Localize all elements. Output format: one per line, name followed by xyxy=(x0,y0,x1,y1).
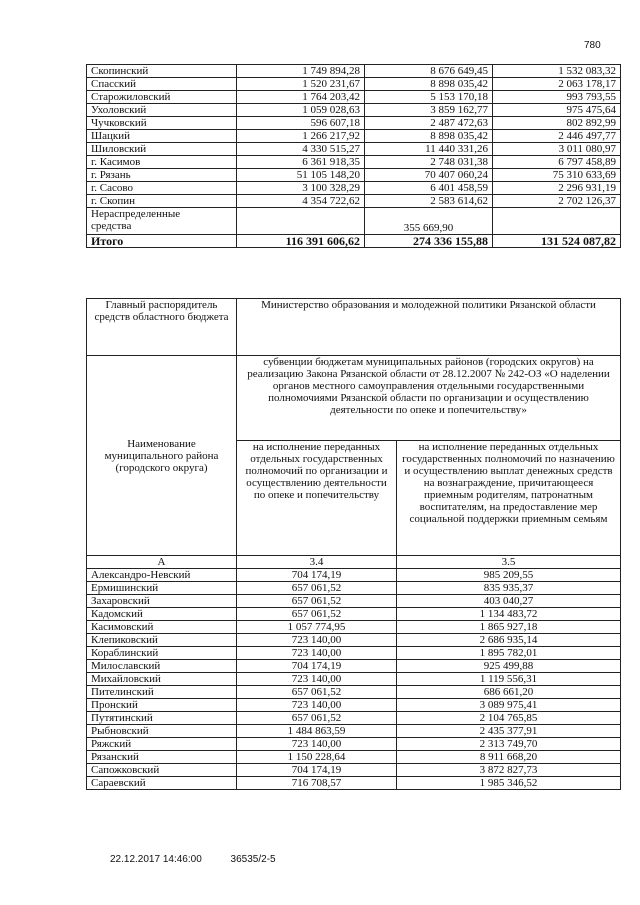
amount-cell: 1 865 927,18 xyxy=(397,621,621,634)
amount-cell: 1 764 203,42 xyxy=(237,91,365,104)
amount-cell: 2 446 497,77 xyxy=(493,130,621,143)
table-row xyxy=(87,660,621,673)
amount-cell: 704 174,19 xyxy=(237,764,397,777)
table-row xyxy=(87,182,621,195)
amount-cell: 2 702 126,37 xyxy=(493,195,621,208)
table-row xyxy=(87,582,621,595)
table-row xyxy=(87,195,621,208)
total-col3: 131 524 087,82 xyxy=(493,235,621,248)
district-name: Михайловский xyxy=(87,673,237,686)
district-name: Путятинский xyxy=(87,712,237,725)
district-name: Пронский xyxy=(87,699,237,712)
amount-cell: 75 310 633,69 xyxy=(493,169,621,182)
unallocated-col3 xyxy=(493,208,621,235)
amount-cell: 2 296 931,19 xyxy=(493,182,621,195)
table-row xyxy=(87,712,621,725)
table-row xyxy=(87,78,621,91)
amount-cell: 4 330 515,27 xyxy=(237,143,365,156)
amount-cell: 2 583 614,62 xyxy=(365,195,493,208)
amount-cell: 2 104 765,85 xyxy=(397,712,621,725)
table-row xyxy=(87,621,621,634)
table-row xyxy=(87,673,621,686)
amount-cell: 3 100 328,29 xyxy=(237,182,365,195)
footer-timestamp: 22.12.2017 14:46:00 xyxy=(110,854,202,865)
table-row xyxy=(87,143,621,156)
amount-cell: 6 797 458,89 xyxy=(493,156,621,169)
total-col2: 274 336 155,88 xyxy=(365,235,493,248)
district-name: Сапожковский xyxy=(87,764,237,777)
amount-cell: 723 140,00 xyxy=(237,738,397,751)
amount-cell: 4 354 722,62 xyxy=(237,195,365,208)
amount-cell: 723 140,00 xyxy=(237,673,397,686)
amount-cell: 3 011 080,97 xyxy=(493,143,621,156)
district-name: Старожиловский xyxy=(87,91,237,104)
amount-cell: 596 607,18 xyxy=(237,117,365,130)
table-row-codes xyxy=(87,556,621,569)
amount-cell: 1 134 483,72 xyxy=(397,608,621,621)
amount-cell: 723 140,00 xyxy=(237,699,397,712)
amount-cell: 657 061,52 xyxy=(237,686,397,699)
footer xyxy=(110,854,302,865)
district-name: Ухоловский xyxy=(87,104,237,117)
amount-cell: 3 859 162,77 xyxy=(365,104,493,117)
district-name: г. Сасово xyxy=(87,182,237,195)
amount-cell: 802 892,99 xyxy=(493,117,621,130)
amount-cell: 51 105 148,20 xyxy=(237,169,365,182)
amount-cell: 1 985 346,52 xyxy=(397,777,621,790)
table-row xyxy=(87,156,621,169)
table-row xyxy=(87,738,621,751)
header-chief-administrator: Главный распорядитель средств областного бюджета xyxy=(87,299,237,356)
amount-cell: 657 061,52 xyxy=(237,582,397,595)
page-number: 780 xyxy=(584,40,601,51)
amount-cell: 716 708,57 xyxy=(237,777,397,790)
district-name: г. Касимов xyxy=(87,156,237,169)
district-name: Захаровский xyxy=(87,595,237,608)
amount-cell: 8 898 035,42 xyxy=(365,78,493,91)
amount-cell: 6 401 458,59 xyxy=(365,182,493,195)
header-ministry: Министерство образования и молодежной политики Рязанской области xyxy=(237,299,621,356)
district-name: Шацкий xyxy=(87,130,237,143)
header-col-3-5: на исполнение переданных отдельных государственных полномочий по назначению и осуществлению выплат денежных средств на вознаграждение, причитающееся приемным родителям, патронатным воспитателям, на предоставление мер социальной поддержки приемным семьям xyxy=(397,441,621,556)
district-name: г. Рязань xyxy=(87,169,237,182)
amount-cell: 1 532 083,32 xyxy=(493,65,621,78)
total-label: Итого xyxy=(87,235,237,248)
code-3-4: 3.4 xyxy=(237,556,397,569)
district-name: Кораблинский xyxy=(87,647,237,660)
bottom-table xyxy=(86,298,621,790)
amount-cell: 723 140,00 xyxy=(237,634,397,647)
table-row xyxy=(87,595,621,608)
district-name: Скопинский xyxy=(87,65,237,78)
district-name: Милославский xyxy=(87,660,237,673)
top-table xyxy=(86,64,621,248)
amount-cell: 6 361 918,35 xyxy=(237,156,365,169)
amount-cell: 8 898 035,42 xyxy=(365,130,493,143)
amount-cell: 993 793,55 xyxy=(493,91,621,104)
amount-cell: 2 313 749,70 xyxy=(397,738,621,751)
total-col1: 116 391 606,62 xyxy=(237,235,365,248)
amount-cell: 1 520 231,67 xyxy=(237,78,365,91)
table-row xyxy=(87,634,621,647)
district-name: Чучковский xyxy=(87,117,237,130)
amount-cell: 657 061,52 xyxy=(237,595,397,608)
code-a: А xyxy=(87,556,237,569)
amount-cell: 8 911 668,20 xyxy=(397,751,621,764)
district-name: Шиловский xyxy=(87,143,237,156)
amount-cell: 1 749 894,28 xyxy=(237,65,365,78)
table-row xyxy=(87,686,621,699)
amount-cell: 2 686 935,14 xyxy=(397,634,621,647)
amount-cell: 723 140,00 xyxy=(237,647,397,660)
amount-cell: 70 407 060,24 xyxy=(365,169,493,182)
amount-cell: 3 089 975,41 xyxy=(397,699,621,712)
district-name: Касимовский xyxy=(87,621,237,634)
amount-cell: 1 059 028,63 xyxy=(237,104,365,117)
amount-cell: 704 174,19 xyxy=(237,569,397,582)
district-name: Сараевский xyxy=(87,777,237,790)
amount-cell: 2 435 377,91 xyxy=(397,725,621,738)
amount-cell: 403 040,27 xyxy=(397,595,621,608)
district-name: Рязанский xyxy=(87,751,237,764)
table-row xyxy=(87,569,621,582)
footer-doc-id: 36535/2-5 xyxy=(230,854,276,865)
district-name: Кадомский xyxy=(87,608,237,621)
amount-cell: 2 487 472,63 xyxy=(365,117,493,130)
header-subvention-title: субвенции бюджетам муниципальных районов (городских округов) на реализацию Закона Рязанской области от 28.12.2007 № 242-ОЗ «О наделении органов местного самоуправления отдельными государственными полномочиями Рязанской области по организации и осуществлению деятельности по опеке и попечительству» xyxy=(237,356,621,441)
table-row xyxy=(87,130,621,143)
table-row xyxy=(87,777,621,790)
amount-cell: 8 676 649,45 xyxy=(365,65,493,78)
table-row xyxy=(87,91,621,104)
table-row-total xyxy=(87,235,621,248)
unallocated-col2: 355 669,90 xyxy=(365,208,493,235)
table-row xyxy=(87,169,621,182)
table-row-header-subvention xyxy=(87,356,621,441)
amount-cell: 925 499,88 xyxy=(397,660,621,673)
amount-cell: 5 153 170,18 xyxy=(365,91,493,104)
amount-cell: 657 061,52 xyxy=(237,712,397,725)
table-row xyxy=(87,764,621,777)
amount-cell: 1 119 556,31 xyxy=(397,673,621,686)
district-name: Пителинский xyxy=(87,686,237,699)
amount-cell: 1 484 863,59 xyxy=(237,725,397,738)
table-row xyxy=(87,117,621,130)
amount-cell: 1 895 782,01 xyxy=(397,647,621,660)
amount-cell: 975 475,64 xyxy=(493,104,621,117)
amount-cell: 835 935,37 xyxy=(397,582,621,595)
code-3-5: 3.5 xyxy=(397,556,621,569)
district-name: Клепиковский xyxy=(87,634,237,647)
amount-cell: 2 063 178,17 xyxy=(493,78,621,91)
unallocated-col1 xyxy=(237,208,365,235)
table-row xyxy=(87,647,621,660)
table-row xyxy=(87,104,621,117)
table-row xyxy=(87,751,621,764)
amount-cell: 1 150 228,64 xyxy=(237,751,397,764)
amount-cell: 1 057 774,95 xyxy=(237,621,397,634)
header-col-3-4: на исполнение переданных отдельных государственных полномочий по организации и осуществлению деятельности по опеке и попечительству xyxy=(237,441,397,556)
amount-cell: 3 872 827,73 xyxy=(397,764,621,777)
district-name: Ряжский xyxy=(87,738,237,751)
amount-cell: 1 266 217,92 xyxy=(237,130,365,143)
amount-cell: 686 661,20 xyxy=(397,686,621,699)
district-name: Александро-Невский xyxy=(87,569,237,582)
amount-cell: 2 748 031,38 xyxy=(365,156,493,169)
table-row xyxy=(87,65,621,78)
table-row-unallocated xyxy=(87,208,621,235)
amount-cell: 657 061,52 xyxy=(237,608,397,621)
district-name: Спасский xyxy=(87,78,237,91)
table-row xyxy=(87,699,621,712)
amount-cell: 704 174,19 xyxy=(237,660,397,673)
district-name: Рыбновский xyxy=(87,725,237,738)
table-row-header-ministry xyxy=(87,299,621,356)
district-name: г. Скопин xyxy=(87,195,237,208)
table-row xyxy=(87,608,621,621)
amount-cell: 985 209,55 xyxy=(397,569,621,582)
district-name: Ермишинский xyxy=(87,582,237,595)
table-row xyxy=(87,725,621,738)
unallocated-label: Нераспределенные средства xyxy=(87,208,237,235)
header-municipality-name: Наименование муниципального района (городского округа) xyxy=(87,356,237,556)
amount-cell: 11 440 331,26 xyxy=(365,143,493,156)
